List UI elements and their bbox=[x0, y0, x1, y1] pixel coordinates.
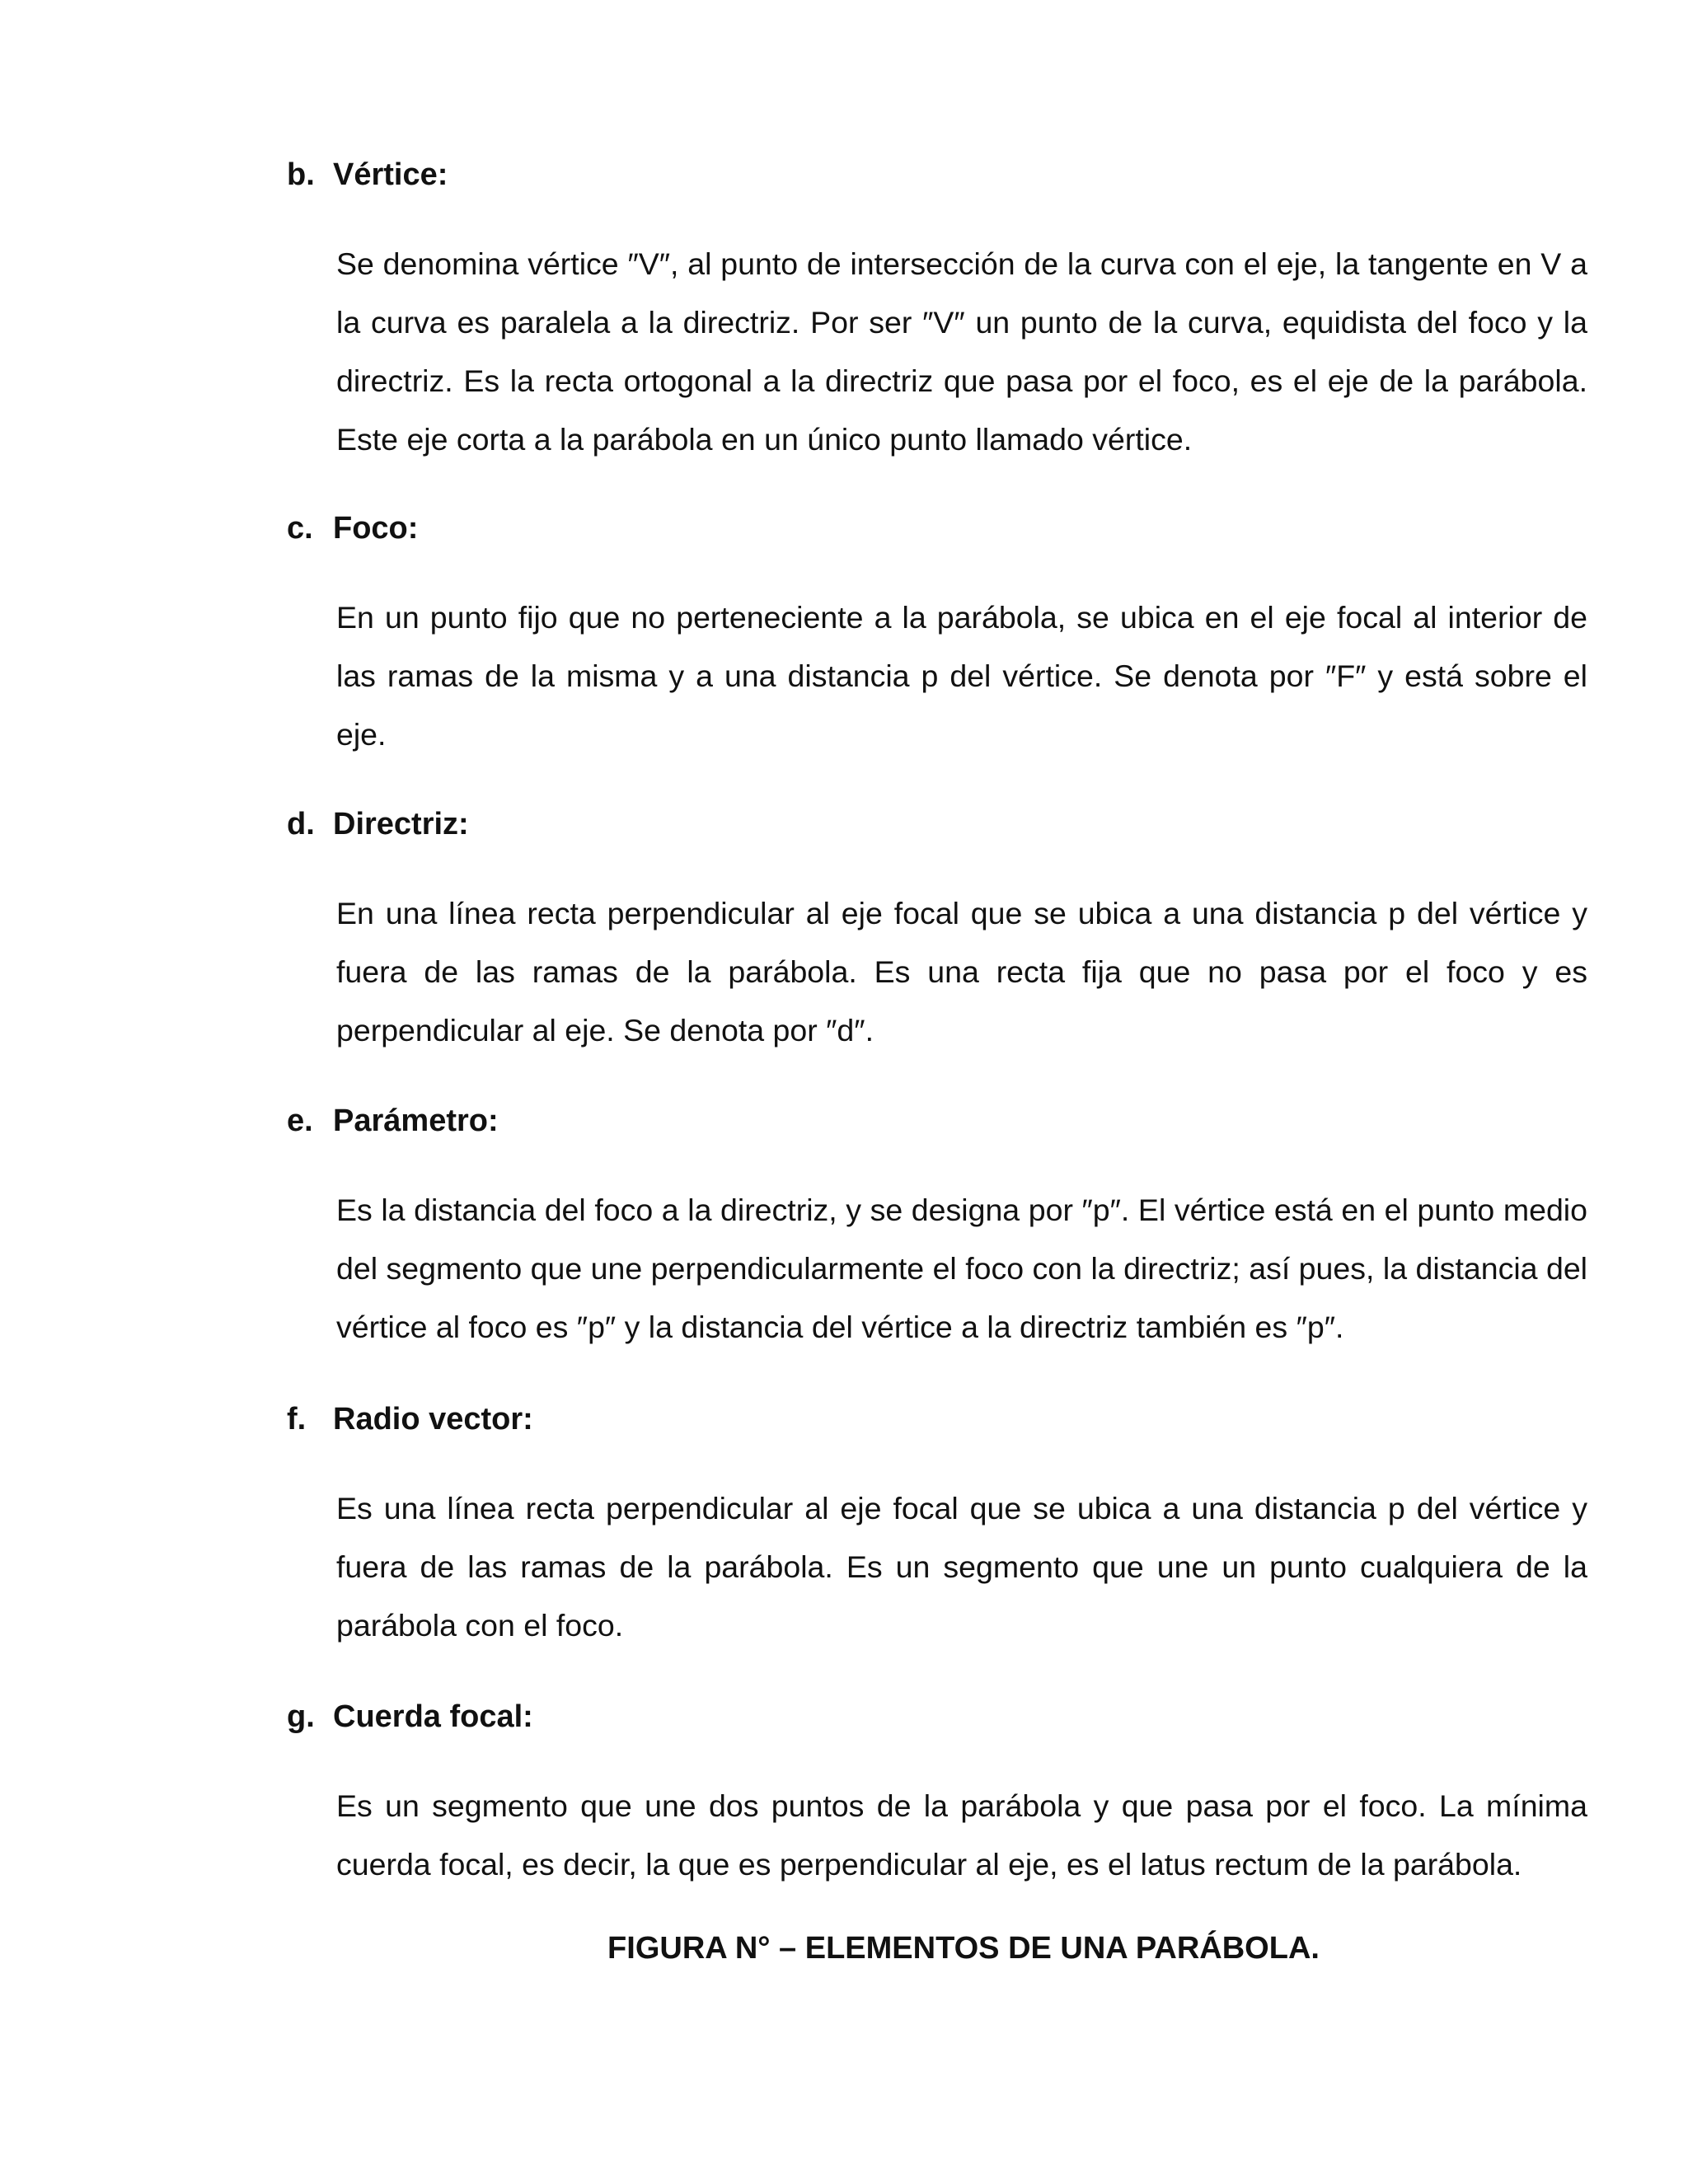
heading-letter: b. bbox=[287, 157, 315, 192]
heading-title: Cuerda focal: bbox=[333, 1699, 533, 1734]
heading-letter: g. bbox=[287, 1699, 315, 1734]
heading-directriz bbox=[287, 804, 469, 844]
heading-cuerda-focal bbox=[287, 1697, 533, 1736]
heading-letter: c. bbox=[287, 511, 313, 546]
heading-title: Vértice: bbox=[333, 157, 448, 192]
paragraph-parametro: Es la distancia del foco a la directriz, y se designa por ″p″. El vértice está en el punto medio del segmento que une perpendicularmente el foco con la directriz; así pues, la distancia del vértice al foco es ″p″ y la distancia del vértice a la directriz también es ″p″. bbox=[336, 1193, 1587, 1344]
paragraph-radio-vector: Es una línea recta perpendicular al eje focal que se ubica a una distancia p del vértice y fuera de las ramas de la parábola. Es un segmento que une un punto cualquiera de la parábola con el foco. bbox=[336, 1491, 1587, 1643]
heading-parametro bbox=[287, 1101, 499, 1141]
figure-title: FIGURA N° – ELEMENTOS DE UNA PARÁBOLA. bbox=[607, 1931, 1320, 1966]
heading-title: Radio vector: bbox=[333, 1402, 533, 1436]
heading-title: Foco: bbox=[333, 511, 419, 546]
heading-letter: f. bbox=[287, 1402, 307, 1436]
heading-radio-vector bbox=[287, 1399, 533, 1439]
heading-foco bbox=[287, 509, 418, 548]
paragraph-vertice: Se denomina vértice ″V″, al punto de intersección de la curva con el eje, la tangente en V a la curva es paralela a la directriz. Por ser ″V″ un punto de la curva, equidista del foco y la directriz. Es la recta ortogonal a la directriz que pasa por el foco, es el eje de la parábola. Este eje corta a la parábola en un único punto llamado vértice. bbox=[336, 246, 1587, 457]
heading-letter: e. bbox=[287, 1104, 313, 1138]
heading-title: Directriz: bbox=[333, 807, 469, 841]
heading-letter: d. bbox=[287, 807, 315, 841]
paragraph-directriz: En una línea recta perpendicular al eje focal que se ubica a una distancia p del vértice y fuera de las ramas de la parábola. Es una recta fija que no pasa por el foco y es perpendicular al eje. Se denota por ″d″. bbox=[336, 896, 1587, 1047]
heading-title: Parámetro: bbox=[333, 1104, 499, 1138]
heading-vertice bbox=[287, 155, 448, 194]
paragraph-cuerda-focal: Es un segmento que une dos puntos de la parábola y que pasa por el foco. La mínima cuerda focal, es decir, la que es perpendicular al eje, es el latus rectum de la parábola. bbox=[336, 1788, 1587, 1882]
paragraph-foco: En un punto fijo que no perteneciente a la parábola, se ubica en el eje focal al interior de las ramas de la misma y a una distancia p del vértice. Se denota por ″F″ y está sobre el eje. bbox=[336, 600, 1587, 752]
